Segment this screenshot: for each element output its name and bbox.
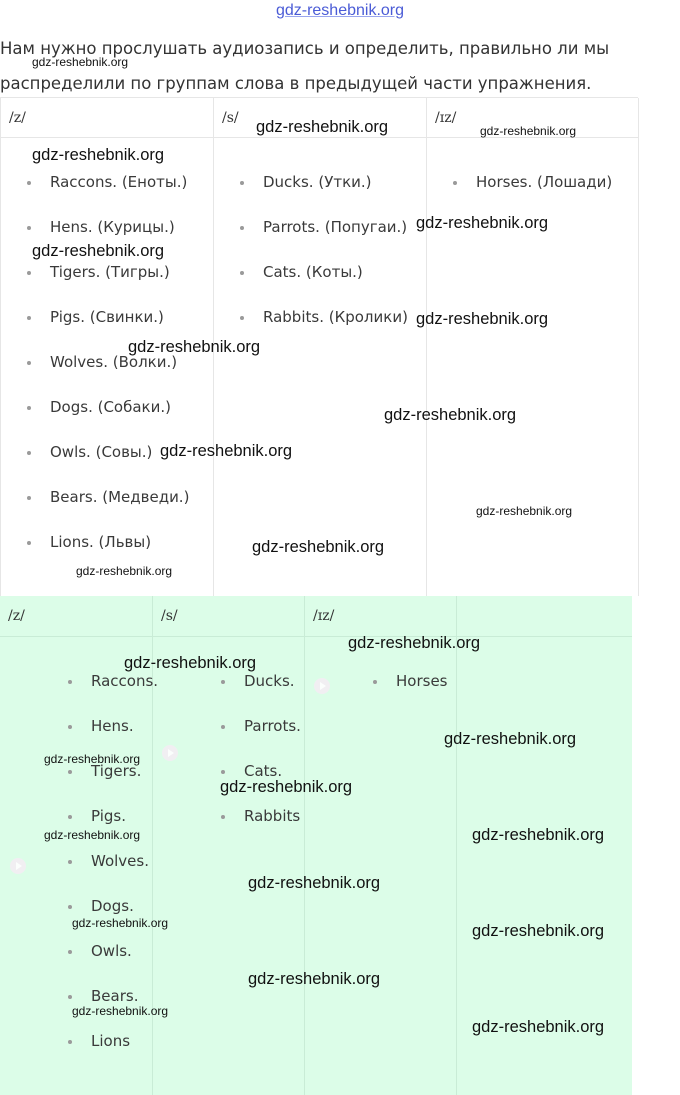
bullet-icon [27, 406, 31, 410]
list-item: Hens. [0, 704, 152, 749]
list-item: Pigs. (Свинки.) [1, 295, 213, 340]
watermark: gdz-reshebnik.org [472, 1018, 605, 1036]
column-header [457, 596, 632, 637]
list-item: Rabbits [153, 794, 304, 839]
column-iz [427, 98, 639, 596]
list-item: Horses [305, 659, 456, 704]
list-item: Raccons. [0, 659, 152, 704]
bullet-icon [27, 181, 31, 185]
list-item: Tigers. [0, 749, 152, 794]
column-header: /z/ [1, 98, 213, 138]
list-item: Dogs. (Собаки.) [1, 385, 213, 430]
bullet-icon [68, 815, 72, 819]
list-item: Parrots. [153, 704, 304, 749]
bullet-icon [68, 725, 72, 729]
column-header: /s/ [153, 596, 304, 637]
list-item: Bears. (Медведи.) [1, 475, 213, 520]
bullet-icon [68, 680, 72, 684]
bullet-icon [27, 496, 31, 500]
watermark: gdz-reshebnik.org [472, 826, 605, 844]
watermark: gdz-reshebnik.org [160, 442, 293, 460]
bullet-icon [221, 725, 225, 729]
column-header: /z/ [0, 596, 152, 637]
watermark: gdz-reshebnik.org [384, 406, 517, 424]
bullet-icon [453, 181, 457, 185]
watermark: gdz-reshebnik.org [416, 214, 549, 232]
list-item: Wolves. [0, 839, 152, 884]
bullet-icon [68, 950, 72, 954]
watermark: gdz-reshebnik.org [472, 922, 605, 940]
bullet-icon [373, 680, 377, 684]
bullet-icon [27, 226, 31, 230]
watermark: gdz-reshebnik.org [480, 124, 577, 138]
bullet-icon [27, 271, 31, 275]
bullet-icon [221, 680, 225, 684]
column-header: /ɪz/ [305, 596, 456, 637]
list-item: Ducks. [153, 659, 304, 704]
words-table-translated [0, 97, 638, 596]
watermark: gdz-reshebnik.org [44, 752, 141, 766]
play-icon[interactable] [10, 858, 26, 874]
watermark: gdz-reshebnik.org [32, 55, 129, 69]
watermark: gdz-reshebnik.org [72, 916, 169, 930]
column-iz [305, 596, 457, 1095]
column-header: /ɪz/ [427, 98, 638, 138]
watermark: gdz-reshebnik.org [256, 118, 389, 136]
bullet-icon [240, 271, 244, 275]
bullet-icon [27, 316, 31, 320]
list-item: Wolves. (Волки.) [1, 340, 213, 385]
watermark: gdz-reshebnik.org [348, 634, 481, 652]
list-item: Parrots. (Попугаи.) [214, 205, 426, 250]
list-item: Owls. [0, 929, 152, 974]
bullet-icon [68, 770, 72, 774]
bullet-icon [68, 1040, 72, 1044]
site-header-link[interactable]: gdz-reshebnik.org [275, 2, 405, 19]
list-item: Owls. (Совы.) [1, 430, 213, 475]
list-item: Raccons. (Еноты.) [1, 160, 213, 205]
watermark: gdz-reshebnik.org [124, 654, 257, 672]
list-item: Cats. [153, 749, 304, 794]
watermark: gdz-reshebnik.org [248, 970, 381, 988]
watermark: gdz-reshebnik.org [32, 146, 165, 164]
watermark: gdz-reshebnik.org [32, 242, 165, 260]
list-item: Lions. (Львы) [1, 520, 213, 565]
list-item: Ducks. (Утки.) [214, 160, 426, 205]
play-icon[interactable] [162, 745, 178, 761]
bullet-icon [240, 226, 244, 230]
list-item: Cats. (Коты.) [214, 250, 426, 295]
list-item: Dogs. [0, 884, 152, 929]
bullet-icon [68, 995, 72, 999]
bullet-icon [240, 181, 244, 185]
list-item: Hens. (Курицы.) [1, 205, 213, 250]
list-item: Lions [0, 1019, 152, 1064]
list-item: Pigs. [0, 794, 152, 839]
list-item: Tigers. (Тигры.) [1, 250, 213, 295]
watermark: gdz-reshebnik.org [44, 828, 141, 842]
play-icon[interactable] [314, 678, 330, 694]
watermark: gdz-reshebnik.org [444, 730, 577, 748]
bullet-icon [27, 361, 31, 365]
list-item: Horses. (Лошади) [427, 160, 638, 205]
intro-text: Нам нужно прослушать аудиозапись и определить, правильно ли мы распределили по группам слова в предыдущей части упражнения. [0, 39, 610, 93]
watermark: gdz-reshebnik.org [72, 1004, 169, 1018]
bullet-icon [221, 815, 225, 819]
watermark: gdz-reshebnik.org [476, 504, 573, 518]
bullet-icon [27, 451, 31, 455]
list-item: Bears. [0, 974, 152, 1019]
watermark: gdz-reshebnik.org [220, 778, 353, 796]
bullet-icon [240, 316, 244, 320]
bullet-icon [221, 770, 225, 774]
watermark: gdz-reshebnik.org [252, 538, 385, 556]
bullet-icon [68, 905, 72, 909]
bullet-icon [68, 860, 72, 864]
watermark: gdz-reshebnik.org [128, 338, 261, 356]
watermark: gdz-reshebnik.org [76, 564, 173, 578]
bullet-icon [27, 541, 31, 545]
watermark: gdz-reshebnik.org [248, 874, 381, 892]
list-item: Rabbits. (Кролики) [214, 295, 426, 340]
column-header: /s/ [214, 98, 426, 138]
watermark: gdz-reshebnik.org [416, 310, 549, 328]
